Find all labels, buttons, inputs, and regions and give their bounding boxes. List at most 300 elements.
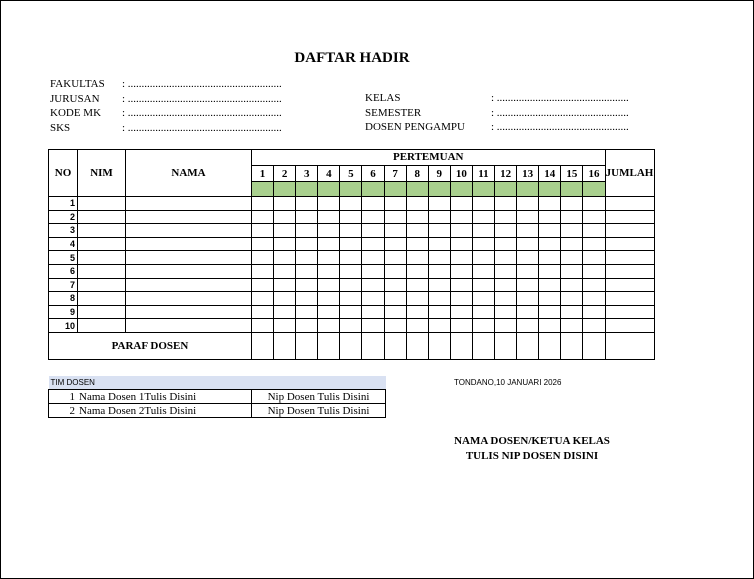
- meeting-date-cell[interactable]: [495, 182, 517, 197]
- paraf-jumlah-cell[interactable]: [605, 332, 654, 359]
- meeting-date-cell[interactable]: [318, 182, 340, 197]
- attendance-cell[interactable]: [384, 278, 406, 292]
- attendance-cell[interactable]: [495, 305, 517, 319]
- row-number: 8: [49, 292, 78, 306]
- attendance-cell[interactable]: [406, 237, 428, 251]
- attendance-cell[interactable]: [450, 264, 472, 278]
- attendance-cell[interactable]: [318, 319, 340, 333]
- attendance-cell[interactable]: [406, 264, 428, 278]
- attendance-cell[interactable]: [406, 197, 428, 211]
- info-row: [365, 120, 629, 135]
- attendance-cell[interactable]: [340, 278, 362, 292]
- paraf-cell[interactable]: [384, 332, 406, 359]
- attendance-cell[interactable]: [539, 251, 561, 265]
- attendance-cell[interactable]: [384, 237, 406, 251]
- attendance-cell[interactable]: [362, 305, 384, 319]
- info-label: KELAS: [365, 92, 401, 104]
- attendance-cell[interactable]: [428, 251, 450, 265]
- meeting-date-cell[interactable]: [362, 182, 384, 197]
- meeting-number: 16: [583, 165, 605, 182]
- attendance-cell[interactable]: [318, 251, 340, 265]
- tim-name[interactable]: Nama Dosen 2Tulis Disini: [77, 404, 252, 418]
- attendance-cell[interactable]: [561, 319, 583, 333]
- attendance-cell[interactable]: [472, 278, 494, 292]
- nim-cell[interactable]: [78, 278, 126, 292]
- attendance-cell[interactable]: [296, 251, 318, 265]
- nama-cell[interactable]: [126, 319, 252, 333]
- attendance-cell[interactable]: [428, 319, 450, 333]
- jumlah-cell[interactable]: [605, 197, 654, 211]
- attendance-cell[interactable]: [450, 278, 472, 292]
- meeting-date-cell[interactable]: [539, 182, 561, 197]
- attendance-cell[interactable]: [428, 264, 450, 278]
- meeting-number: 1: [252, 165, 274, 182]
- attendance-cell[interactable]: [472, 292, 494, 306]
- sign-name: NAMA DOSEN/KETUA KELAS: [454, 435, 610, 447]
- attendance-cell[interactable]: [561, 278, 583, 292]
- meeting-date-cell[interactable]: [384, 182, 406, 197]
- attendance-cell[interactable]: [583, 278, 605, 292]
- header-pertemuan: PERTEMUAN: [252, 150, 606, 166]
- info-value[interactable]: : ................................................: [491, 121, 629, 133]
- place-date: TONDANO,10 JANUARI 2026: [454, 378, 562, 387]
- table-row: [49, 264, 655, 278]
- meeting-date-cell[interactable]: [428, 182, 450, 197]
- attendance-cell[interactable]: [318, 278, 340, 292]
- paraf-cell[interactable]: [362, 332, 384, 359]
- attendance-cell[interactable]: [296, 264, 318, 278]
- row-number: 7: [49, 278, 78, 292]
- attendance-cell[interactable]: [583, 210, 605, 224]
- meeting-date-cell[interactable]: [561, 182, 583, 197]
- row-number: 5: [49, 251, 78, 265]
- attendance-cell[interactable]: [406, 251, 428, 265]
- meeting-number: 4: [318, 165, 340, 182]
- attendance-cell[interactable]: [274, 292, 296, 306]
- attendance-cell[interactable]: [517, 251, 539, 265]
- row-number: 6: [49, 264, 78, 278]
- table-row: [49, 319, 655, 333]
- paraf-cell[interactable]: [561, 332, 583, 359]
- attendance-cell[interactable]: [450, 251, 472, 265]
- nama-cell[interactable]: [126, 305, 252, 319]
- attendance-cell[interactable]: [406, 224, 428, 238]
- attendance-cell[interactable]: [274, 237, 296, 251]
- attendance-cell[interactable]: [340, 319, 362, 333]
- attendance-cell[interactable]: [517, 210, 539, 224]
- row-number: 3: [49, 224, 78, 238]
- nama-cell[interactable]: [126, 224, 252, 238]
- row-number: 9: [49, 305, 78, 319]
- info-row: [50, 77, 282, 92]
- attendance-cell[interactable]: [583, 292, 605, 306]
- attendance-cell[interactable]: [318, 292, 340, 306]
- attendance-cell[interactable]: [495, 224, 517, 238]
- attendance-cell[interactable]: [318, 210, 340, 224]
- tim-name[interactable]: Nama Dosen 1Tulis Disini: [77, 390, 252, 404]
- attendance-cell[interactable]: [450, 237, 472, 251]
- nim-cell[interactable]: [78, 264, 126, 278]
- tim-row: [49, 404, 386, 418]
- meeting-number: 3: [296, 165, 318, 182]
- attendance-cell[interactable]: [450, 305, 472, 319]
- paraf-cell[interactable]: [583, 332, 605, 359]
- attendance-cell[interactable]: [539, 210, 561, 224]
- paraf-cell[interactable]: [539, 332, 561, 359]
- attendance-cell[interactable]: [539, 197, 561, 211]
- nama-cell[interactable]: [126, 278, 252, 292]
- attendance-cell[interactable]: [318, 305, 340, 319]
- row-number: 2: [49, 210, 78, 224]
- attendance-cell[interactable]: [252, 237, 274, 251]
- info-label: FAKULTAS: [50, 78, 105, 90]
- info-label: KODE MK: [50, 107, 102, 119]
- meeting-number: 12: [495, 165, 517, 182]
- attendance-cell[interactable]: [539, 224, 561, 238]
- jumlah-cell[interactable]: [605, 305, 654, 319]
- sign-nip: TULIS NIP DOSEN DISINI: [465, 450, 599, 462]
- attendance-cell[interactable]: [539, 278, 561, 292]
- attendance-cell[interactable]: [384, 319, 406, 333]
- table-row: [49, 237, 655, 251]
- paraf-cell[interactable]: [296, 332, 318, 359]
- attendance-cell[interactable]: [252, 224, 274, 238]
- info-label: SEMESTER: [365, 106, 422, 119]
- attendance-cell[interactable]: [495, 319, 517, 333]
- attendance-cell[interactable]: [472, 305, 494, 319]
- meeting-date-cell[interactable]: [340, 182, 362, 197]
- tim-nip[interactable]: Nip Dosen Tulis Disini: [252, 390, 386, 404]
- meeting-number: 6: [362, 165, 384, 182]
- attendance-cell[interactable]: [539, 319, 561, 333]
- attendance-cell[interactable]: [340, 237, 362, 251]
- header-nama: NAMA: [126, 150, 252, 197]
- meeting-date-cell[interactable]: [296, 182, 318, 197]
- attendance-cell[interactable]: [362, 251, 384, 265]
- attendance-cell[interactable]: [274, 319, 296, 333]
- paraf-cell[interactable]: [450, 332, 472, 359]
- attendance-cell[interactable]: [318, 224, 340, 238]
- attendance-cell[interactable]: [274, 224, 296, 238]
- attendance-cell[interactable]: [252, 319, 274, 333]
- nama-cell[interactable]: [126, 210, 252, 224]
- attendance-cell[interactable]: [296, 197, 318, 211]
- attendance-cell[interactable]: [340, 224, 362, 238]
- paraf-cell[interactable]: [252, 332, 274, 359]
- meeting-date-cell[interactable]: [252, 182, 274, 197]
- attendance-cell[interactable]: [495, 237, 517, 251]
- attendance-cell[interactable]: [384, 305, 406, 319]
- table-row: [49, 224, 655, 238]
- attendance-cell[interactable]: [318, 237, 340, 251]
- attendance-cell[interactable]: [561, 197, 583, 211]
- attendance-cell[interactable]: [495, 197, 517, 211]
- info-value[interactable]: : ................................................: [491, 92, 629, 104]
- meeting-number: 5: [340, 165, 362, 182]
- nim-cell[interactable]: [78, 292, 126, 306]
- attendance-cell[interactable]: [340, 210, 362, 224]
- row-number: 4: [49, 237, 78, 251]
- info-left: [50, 77, 282, 135]
- attendance-cell[interactable]: [495, 251, 517, 265]
- info-value[interactable]: : ........................................................: [122, 92, 282, 105]
- meeting-date-cell[interactable]: [450, 182, 472, 197]
- meeting-number: 11: [472, 165, 494, 182]
- attendance-cell[interactable]: [428, 292, 450, 306]
- attendance-cell[interactable]: [450, 197, 472, 211]
- header-jumlah: JUMLAH: [605, 150, 654, 197]
- jumlah-cell[interactable]: [605, 251, 654, 265]
- nim-cell[interactable]: [78, 237, 126, 251]
- attendance-cell[interactable]: [472, 210, 494, 224]
- attendance-cell[interactable]: [252, 292, 274, 306]
- nama-cell[interactable]: [126, 264, 252, 278]
- attendance-cell[interactable]: [472, 319, 494, 333]
- nim-cell[interactable]: [78, 305, 126, 319]
- attendance-cell[interactable]: [362, 224, 384, 238]
- page-title: DAFTAR HADIR: [294, 50, 410, 66]
- header-no: NO: [49, 150, 78, 197]
- attendance-cell[interactable]: [561, 251, 583, 265]
- attendance-cell[interactable]: [583, 237, 605, 251]
- jumlah-cell[interactable]: [605, 292, 654, 306]
- attendance-cell[interactable]: [406, 319, 428, 333]
- info-label: JURUSAN: [50, 92, 100, 105]
- attendance-cell[interactable]: [583, 264, 605, 278]
- meeting-date-cell[interactable]: [472, 182, 494, 197]
- nim-cell[interactable]: [78, 197, 126, 211]
- paraf-cell[interactable]: [517, 332, 539, 359]
- attendance-cell[interactable]: [428, 224, 450, 238]
- attendance-cell[interactable]: [561, 292, 583, 306]
- info-value[interactable]: : ........................................................: [122, 107, 282, 119]
- paraf-cell[interactable]: [318, 332, 340, 359]
- attendance-cell[interactable]: [296, 237, 318, 251]
- signature-block: [430, 434, 634, 464]
- info-value[interactable]: : ................................................: [491, 106, 629, 119]
- attendance-cell[interactable]: [274, 264, 296, 278]
- attendance-cell[interactable]: [362, 292, 384, 306]
- table-row: [49, 197, 655, 211]
- info-row: [365, 106, 629, 121]
- attendance-cell[interactable]: [472, 197, 494, 211]
- attendance-cell[interactable]: [428, 210, 450, 224]
- attendance-cell[interactable]: [296, 319, 318, 333]
- attendance-cell[interactable]: [384, 264, 406, 278]
- attendance-cell[interactable]: [472, 237, 494, 251]
- attendance-cell[interactable]: [539, 292, 561, 306]
- meeting-number: 10: [450, 165, 472, 182]
- nim-cell[interactable]: [78, 319, 126, 333]
- attendance-cell[interactable]: [384, 197, 406, 211]
- attendance-cell[interactable]: [362, 319, 384, 333]
- attendance-cell[interactable]: [340, 305, 362, 319]
- attendance-cell[interactable]: [318, 264, 340, 278]
- attendance-cell[interactable]: [296, 278, 318, 292]
- attendance-cell[interactable]: [340, 197, 362, 211]
- attendance-cell[interactable]: [274, 197, 296, 211]
- attendance-cell[interactable]: [384, 224, 406, 238]
- attendance-cell[interactable]: [450, 319, 472, 333]
- attendance-cell[interactable]: [539, 305, 561, 319]
- jumlah-cell[interactable]: [605, 224, 654, 238]
- attendance-cell[interactable]: [450, 292, 472, 306]
- attendance-cell[interactable]: [362, 264, 384, 278]
- row-number: 10: [49, 319, 78, 333]
- meeting-date-cell[interactable]: [583, 182, 605, 197]
- attendance-cell[interactable]: [252, 197, 274, 211]
- attendance-cell[interactable]: [406, 305, 428, 319]
- nim-cell[interactable]: [78, 251, 126, 265]
- attendance-cell[interactable]: [561, 264, 583, 278]
- nama-cell[interactable]: [126, 251, 252, 265]
- attendance-cell[interactable]: [517, 197, 539, 211]
- attendance-cell[interactable]: [362, 197, 384, 211]
- info-row: [365, 91, 629, 106]
- attendance-table: [48, 149, 655, 360]
- attendance-cell[interactable]: [583, 305, 605, 319]
- meeting-number: 9: [428, 165, 450, 182]
- attendance-cell[interactable]: [428, 197, 450, 211]
- attendance-cell[interactable]: [362, 278, 384, 292]
- tim-dosen-table: [48, 376, 386, 418]
- paraf-cell[interactable]: [274, 332, 296, 359]
- header-row: [49, 150, 655, 166]
- jumlah-cell[interactable]: [605, 237, 654, 251]
- attendance-cell[interactable]: [362, 237, 384, 251]
- jumlah-cell[interactable]: [605, 319, 654, 333]
- attendance-cell[interactable]: [472, 251, 494, 265]
- attendance-cell[interactable]: [539, 264, 561, 278]
- attendance-cell[interactable]: [561, 210, 583, 224]
- tim-no: 2: [49, 404, 78, 418]
- attendance-cell[interactable]: [450, 210, 472, 224]
- nama-cell[interactable]: [126, 292, 252, 306]
- info-value[interactable]: : ........................................................: [122, 78, 282, 90]
- attendance-cell[interactable]: [517, 305, 539, 319]
- attendance-cell[interactable]: [583, 197, 605, 211]
- jumlah-cell[interactable]: [605, 278, 654, 292]
- attendance-cell[interactable]: [495, 264, 517, 278]
- jumlah-cell[interactable]: [605, 210, 654, 224]
- nama-cell[interactable]: [126, 237, 252, 251]
- attendance-cell[interactable]: [252, 264, 274, 278]
- attendance-cell[interactable]: [340, 292, 362, 306]
- attendance-cell[interactable]: [274, 278, 296, 292]
- attendance-cell[interactable]: [561, 305, 583, 319]
- meeting-number: 8: [406, 165, 428, 182]
- attendance-cell[interactable]: [583, 224, 605, 238]
- attendance-cell[interactable]: [296, 224, 318, 238]
- paraf-label: PARAF DOSEN: [49, 332, 252, 359]
- attendance-cell[interactable]: [384, 292, 406, 306]
- attendance-cell[interactable]: [274, 251, 296, 265]
- meeting-number: 2: [274, 165, 296, 182]
- info-row: [50, 121, 282, 136]
- attendance-cell[interactable]: [406, 292, 428, 306]
- nim-cell[interactable]: [78, 210, 126, 224]
- meeting-number: 7: [384, 165, 406, 182]
- jumlah-cell[interactable]: [605, 264, 654, 278]
- info-label: SKS: [50, 121, 71, 134]
- paraf-cell[interactable]: [428, 332, 450, 359]
- nim-cell[interactable]: [78, 224, 126, 238]
- attendance-cell[interactable]: [517, 224, 539, 238]
- table-row: [49, 305, 655, 319]
- info-row: [50, 106, 282, 121]
- attendance-cell[interactable]: [252, 305, 274, 319]
- attendance-cell[interactable]: [296, 210, 318, 224]
- table-row: [49, 251, 655, 265]
- meeting-date-cell[interactable]: [406, 182, 428, 197]
- attendance-cell[interactable]: [252, 251, 274, 265]
- attendance-cell[interactable]: [274, 210, 296, 224]
- attendance-cell[interactable]: [406, 278, 428, 292]
- attendance-cell[interactable]: [274, 305, 296, 319]
- attendance-cell[interactable]: [428, 237, 450, 251]
- attendance-cell[interactable]: [539, 237, 561, 251]
- attendance-cell[interactable]: [428, 305, 450, 319]
- attendance-cell[interactable]: [517, 319, 539, 333]
- tim-no: 1: [49, 390, 78, 404]
- meeting-number: 14: [539, 165, 561, 182]
- attendance-cell[interactable]: [495, 278, 517, 292]
- attendance-cell[interactable]: [517, 278, 539, 292]
- tim-header: TIM DOSEN: [49, 376, 386, 390]
- row-number: 1: [49, 197, 78, 211]
- attendance-cell[interactable]: [384, 251, 406, 265]
- attendance-cell[interactable]: [296, 292, 318, 306]
- meeting-date-cell[interactable]: [274, 182, 296, 197]
- meeting-number: 15: [561, 165, 583, 182]
- attendance-cell[interactable]: [252, 210, 274, 224]
- attendance-cell[interactable]: [450, 224, 472, 238]
- paraf-cell[interactable]: [406, 332, 428, 359]
- attendance-cell[interactable]: [406, 210, 428, 224]
- attendance-cell[interactable]: [384, 210, 406, 224]
- paraf-cell[interactable]: [495, 332, 517, 359]
- attendance-cell[interactable]: [517, 264, 539, 278]
- attendance-cell[interactable]: [362, 210, 384, 224]
- paraf-cell[interactable]: [340, 332, 362, 359]
- info-value[interactable]: : ........................................................: [122, 121, 282, 134]
- nama-cell[interactable]: [126, 197, 252, 211]
- paraf-row: [49, 332, 655, 359]
- attendance-cell[interactable]: [583, 251, 605, 265]
- attendance-cell[interactable]: [472, 264, 494, 278]
- meeting-date-cell[interactable]: [517, 182, 539, 197]
- attendance-cell[interactable]: [495, 292, 517, 306]
- attendance-cell[interactable]: [561, 224, 583, 238]
- attendance-cell[interactable]: [561, 237, 583, 251]
- attendance-cell[interactable]: [340, 264, 362, 278]
- attendance-cell[interactable]: [428, 278, 450, 292]
- tim-header-row: [49, 376, 386, 390]
- attendance-cell[interactable]: [495, 210, 517, 224]
- attendance-cell[interactable]: [517, 292, 539, 306]
- tim-nip[interactable]: Nip Dosen Tulis Disini: [252, 404, 386, 418]
- attendance-cell[interactable]: [318, 197, 340, 211]
- attendance-cell[interactable]: [583, 319, 605, 333]
- attendance-cell[interactable]: [252, 278, 274, 292]
- header-nim: NIM: [78, 150, 126, 197]
- attendance-cell[interactable]: [340, 251, 362, 265]
- attendance-cell[interactable]: [472, 224, 494, 238]
- paraf-cell[interactable]: [472, 332, 494, 359]
- attendance-cell[interactable]: [296, 305, 318, 319]
- info-right: [365, 91, 629, 135]
- attendance-cell[interactable]: [517, 237, 539, 251]
